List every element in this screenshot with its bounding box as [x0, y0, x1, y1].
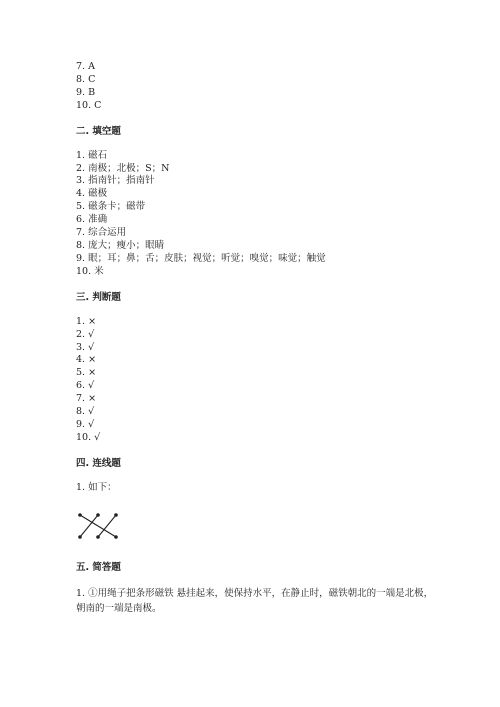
connecting-line — [80, 515, 98, 537]
dot-top-middle — [96, 513, 100, 517]
matching-answers — [76, 482, 436, 549]
fill-blank-answers — [76, 150, 436, 279]
answer-line: 8. C — [76, 73, 96, 85]
answer-line: 8. 庞大；瘦小；眼睛 — [76, 239, 165, 251]
answer-line: 8. √ — [76, 406, 95, 418]
connecting-line — [98, 515, 116, 537]
answer-line: 1. × — [76, 315, 97, 327]
answer-line: 3. 指南针；指南针 — [76, 175, 155, 187]
answer-line: 6. 准确 — [76, 214, 108, 226]
section-heading-short-answer: 五. 简答题 — [76, 561, 121, 573]
answer-line: 3. √ — [76, 341, 95, 353]
answer-line: 1. 如下： — [76, 481, 117, 493]
answer-line: 7. × — [76, 393, 97, 405]
answer-line: 9. B — [76, 86, 96, 98]
answer-line: 5. 磁条卡；磁带 — [76, 201, 146, 213]
dot-bottom-left — [78, 535, 82, 539]
section-heading-matching: 四. 连线题 — [76, 457, 121, 469]
answer-line: 9. √ — [76, 418, 95, 430]
short-answer-answers — [76, 586, 436, 616]
answer-line: 7. A — [76, 61, 95, 72]
answer-line: 10. C — [76, 99, 102, 111]
dot-bottom-right — [114, 535, 118, 539]
answer-line: 2. √ — [76, 328, 95, 340]
dot-bottom-middle — [96, 535, 100, 539]
answer-line: 10. 米 — [76, 265, 104, 277]
answer-line: 4. × — [76, 354, 97, 366]
choice-answers — [76, 61, 436, 113]
dot-top-left — [78, 513, 82, 517]
answer-paragraph: 1. ①用绳子把条形磁铁 悬挂起来，使保持水平，在静止时，磁铁朝北的一端是北极，朝南的一端是南极。 — [76, 587, 434, 614]
answer-line: 7. 综合运用 — [76, 227, 127, 239]
answer-line: 5. × — [76, 367, 97, 379]
true-false-answers — [76, 316, 436, 445]
answer-line: 9. 眼；耳；鼻；舌；皮肤；视觉；听觉；嗅觉；味觉；触觉 — [76, 252, 326, 264]
answer-line: 6. √ — [76, 380, 95, 392]
section-heading-fill-blank: 二. 填空题 — [76, 125, 121, 137]
section-heading-true-false: 三. 判断题 — [76, 291, 121, 303]
answer-line: 2. 南极；北极；S；N — [76, 162, 170, 174]
answer-sheet — [76, 61, 436, 616]
dot-top-right — [114, 513, 118, 517]
answer-line: 1. 磁石 — [76, 149, 108, 161]
connecting-line — [80, 515, 116, 537]
matching-line-diagram — [76, 505, 136, 545]
answer-line: 4. 磁极 — [76, 188, 108, 200]
answer-line: 10. √ — [76, 431, 101, 443]
